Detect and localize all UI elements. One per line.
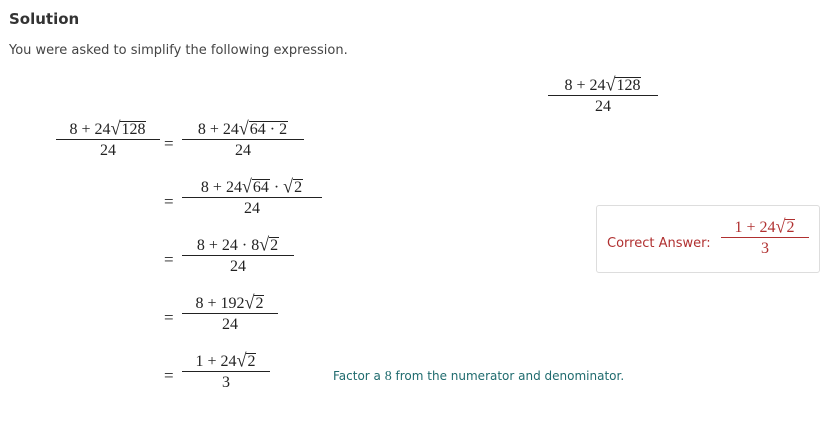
correct-answer-fraction: 1 + 24√2 3 <box>721 216 809 258</box>
lhs-fraction: 8 + 24√128 24 <box>56 118 160 160</box>
step-hint: Factor a 8 from the numerator and denominator. <box>333 369 625 384</box>
equals-sign: = <box>164 192 174 211</box>
step-2-fraction: 8 + 24√64 · √2 24 <box>182 176 322 218</box>
equals-sign: = <box>164 308 174 327</box>
correct-answer-box <box>596 205 820 273</box>
step-4-fraction: 8 + 192√2 24 <box>182 292 278 334</box>
step-1-fraction: 8 + 24√64 · 2 24 <box>182 118 304 160</box>
equals-sign: = <box>164 366 174 385</box>
solution-title: Solution <box>9 10 80 28</box>
equals-sign: = <box>164 250 174 269</box>
correct-answer-label: Correct Answer: <box>607 236 711 251</box>
step-5-fraction: 1 + 24√2 3 <box>182 350 270 392</box>
equals-sign: = <box>164 134 174 153</box>
step-3-fraction: 8 + 24 · 8√2 24 <box>182 234 294 276</box>
solution-intro: You were asked to simplify the following expression. <box>9 43 348 58</box>
given-expression: 8 + 24√128 24 <box>548 74 658 104</box>
